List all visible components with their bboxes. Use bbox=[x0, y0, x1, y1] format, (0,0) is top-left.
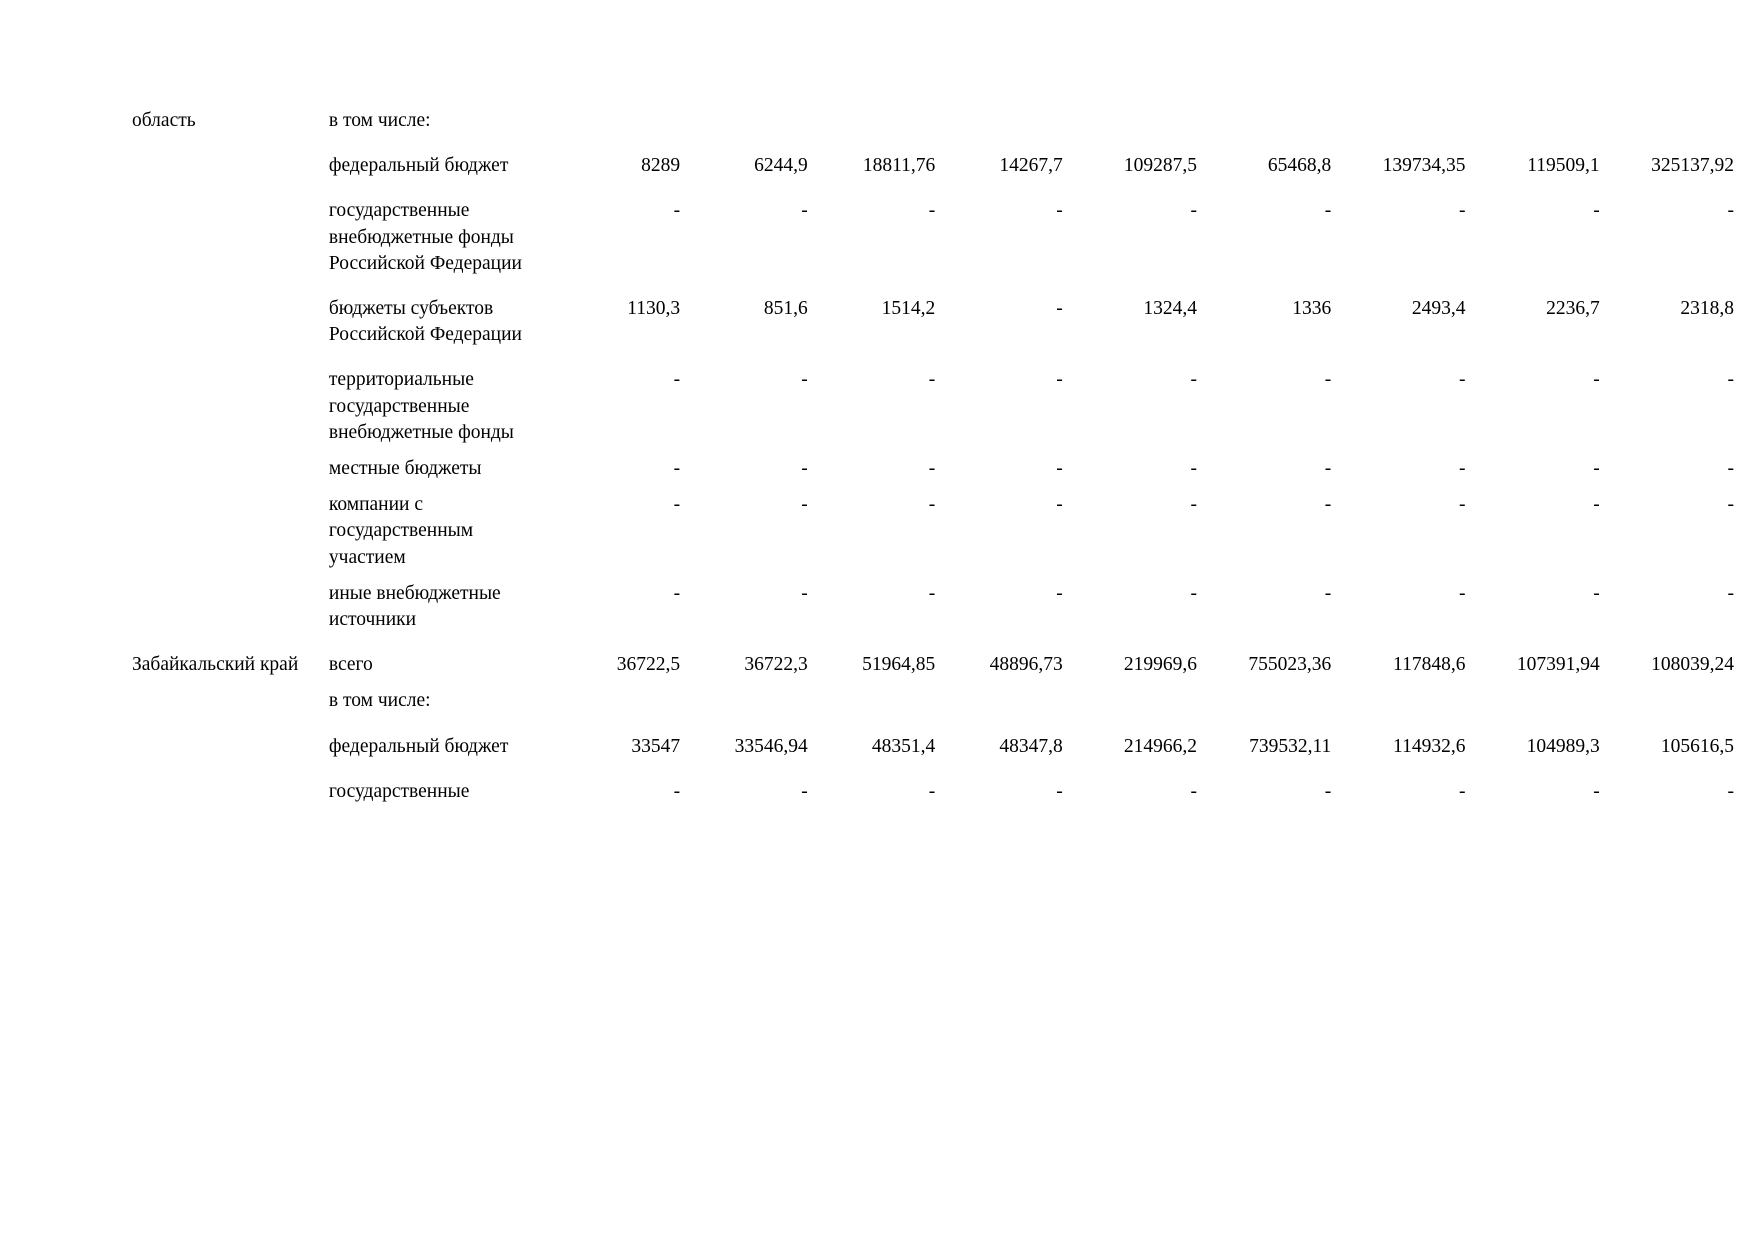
value-cell bbox=[1600, 108, 1734, 134]
value-cell-empty bbox=[680, 492, 808, 571]
value-cell bbox=[808, 108, 936, 134]
no-data-dash: - bbox=[801, 458, 808, 480]
funding-source-cell: федеральный бюджет bbox=[328, 155, 509, 177]
value-cell: 48351,4 bbox=[871, 735, 936, 757]
no-data-dash: - bbox=[928, 369, 936, 391]
value-cell: 2318,8 bbox=[1680, 298, 1734, 320]
value-cell: 117848,6 bbox=[1393, 654, 1466, 676]
value-cell-empty bbox=[553, 581, 681, 633]
no-data-dash: - bbox=[1593, 494, 1600, 516]
no-data-dash: - bbox=[1324, 369, 1332, 391]
value-cell-empty bbox=[1063, 779, 1197, 805]
value-cell-empty bbox=[1331, 456, 1465, 482]
value-cell: 6244,9 bbox=[754, 155, 808, 177]
funding-source-cell: иные внебюджетные источники bbox=[328, 582, 501, 631]
value-cell-empty bbox=[1063, 367, 1197, 446]
value-cell bbox=[553, 688, 681, 714]
value-cell bbox=[1465, 688, 1599, 714]
value-cell bbox=[935, 688, 1063, 714]
value-cell-empty bbox=[1197, 367, 1331, 446]
row-spacer bbox=[132, 715, 1734, 734]
value-cell-empty bbox=[1600, 492, 1734, 571]
value-cell: 48347,8 bbox=[999, 735, 1063, 757]
region-cell: область bbox=[132, 110, 196, 131]
value-cell: 325137,92 bbox=[1651, 155, 1734, 177]
no-data-dash: - bbox=[1727, 780, 1734, 802]
value-cell bbox=[1197, 688, 1331, 714]
value-cell-empty bbox=[680, 456, 808, 482]
no-data-dash: - bbox=[1324, 458, 1332, 480]
value-cell: 14267,7 bbox=[999, 155, 1063, 177]
value-cell-empty bbox=[935, 492, 1063, 571]
no-data-dash: - bbox=[801, 780, 808, 802]
value-cell-empty bbox=[935, 456, 1063, 482]
funding-source-cell: местные бюджеты bbox=[328, 458, 482, 480]
no-data-dash: - bbox=[1056, 369, 1063, 391]
value-cell-empty bbox=[553, 456, 681, 482]
value-cell: 36722,3 bbox=[744, 654, 808, 676]
table-row bbox=[132, 492, 1734, 571]
no-data-dash: - bbox=[1190, 200, 1197, 222]
funding-source-cell: государственные внебюджетные фонды Российской Федерации bbox=[328, 200, 522, 274]
value-cell-empty bbox=[1063, 492, 1197, 571]
value-cell: 1130,3 bbox=[627, 298, 681, 320]
no-data-dash: - bbox=[673, 780, 681, 802]
row-spacer bbox=[132, 633, 1734, 652]
value-cell: 8289 bbox=[641, 155, 681, 177]
value-cell-empty bbox=[680, 198, 808, 277]
no-data-dash: - bbox=[1056, 458, 1063, 480]
value-cell bbox=[1063, 108, 1197, 134]
value-cell: 109287,5 bbox=[1123, 155, 1197, 177]
value-cell: 104989,3 bbox=[1526, 735, 1600, 757]
region-cell bbox=[132, 779, 329, 805]
table-row bbox=[132, 153, 1734, 179]
no-data-dash: - bbox=[673, 200, 681, 222]
table-row bbox=[132, 688, 1734, 714]
value-cell: 65468,8 bbox=[1267, 155, 1332, 177]
value-cell-empty bbox=[1465, 367, 1599, 446]
no-data-dash: - bbox=[1324, 494, 1332, 516]
table-row bbox=[132, 779, 1734, 805]
funding-source-cell: в том числе: bbox=[328, 110, 431, 131]
no-data-dash: - bbox=[673, 369, 681, 391]
no-data-dash: - bbox=[1190, 494, 1197, 516]
value-cell: 114932,6 bbox=[1393, 735, 1466, 757]
value-cell: 1336 bbox=[1292, 298, 1332, 320]
no-data-dash: - bbox=[801, 582, 808, 604]
value-cell: 36722,5 bbox=[616, 654, 681, 676]
value-cell-empty bbox=[1600, 581, 1734, 633]
value-cell-empty bbox=[935, 779, 1063, 805]
row-spacer bbox=[132, 678, 1734, 688]
table-row bbox=[132, 198, 1734, 277]
table-row bbox=[132, 652, 1734, 678]
no-data-dash: - bbox=[1056, 494, 1063, 516]
region-cell bbox=[132, 153, 329, 179]
value-cell: 108039,24 bbox=[1651, 654, 1734, 676]
no-data-dash: - bbox=[1458, 582, 1466, 604]
region-cell bbox=[132, 581, 329, 633]
no-data-dash: - bbox=[1727, 369, 1734, 391]
no-data-dash: - bbox=[1190, 780, 1197, 802]
value-cell bbox=[1331, 108, 1465, 134]
value-cell-empty bbox=[1600, 198, 1734, 277]
value-cell-empty bbox=[1063, 198, 1197, 277]
no-data-dash: - bbox=[1324, 780, 1332, 802]
value-cell-empty bbox=[1331, 198, 1465, 277]
value-cell-empty bbox=[1465, 456, 1599, 482]
value-cell-empty bbox=[553, 779, 681, 805]
no-data-dash: - bbox=[1727, 494, 1734, 516]
value-cell-empty bbox=[1331, 367, 1465, 446]
row-spacer bbox=[132, 277, 1734, 296]
table-row bbox=[132, 581, 1734, 633]
value-cell-empty bbox=[935, 296, 1063, 348]
no-data-dash: - bbox=[801, 369, 808, 391]
value-cell-empty bbox=[553, 492, 681, 571]
no-data-dash: - bbox=[1458, 200, 1466, 222]
region-cell bbox=[132, 296, 329, 348]
value-cell-empty bbox=[1197, 492, 1331, 571]
no-data-dash: - bbox=[1056, 200, 1063, 222]
value-cell: 214966,2 bbox=[1123, 735, 1197, 757]
no-data-dash: - bbox=[1458, 369, 1466, 391]
no-data-dash: - bbox=[1593, 200, 1600, 222]
no-data-dash: - bbox=[1056, 780, 1063, 802]
funding-source-cell: в том числе: bbox=[328, 690, 431, 712]
row-spacer bbox=[132, 571, 1734, 581]
value-cell: 755023,36 bbox=[1248, 654, 1332, 676]
value-cell: 2236,7 bbox=[1546, 298, 1600, 320]
value-cell-empty bbox=[553, 367, 681, 446]
no-data-dash: - bbox=[928, 200, 936, 222]
value-cell: 107391,94 bbox=[1516, 654, 1600, 676]
row-spacer bbox=[132, 134, 1734, 153]
value-cell-empty bbox=[1465, 492, 1599, 571]
value-cell-empty bbox=[1063, 581, 1197, 633]
value-cell-empty bbox=[553, 198, 681, 277]
value-cell-empty bbox=[680, 779, 808, 805]
no-data-dash: - bbox=[1593, 582, 1600, 604]
region-cell bbox=[132, 367, 329, 446]
row-spacer bbox=[132, 482, 1734, 492]
no-data-dash: - bbox=[1190, 582, 1197, 604]
no-data-dash: - bbox=[928, 780, 936, 802]
value-cell-empty bbox=[1197, 198, 1331, 277]
value-cell-empty bbox=[935, 198, 1063, 277]
value-cell-empty bbox=[1331, 581, 1465, 633]
table-row bbox=[132, 734, 1734, 760]
no-data-dash: - bbox=[1458, 494, 1466, 516]
no-data-dash: - bbox=[1727, 582, 1734, 604]
value-cell-empty bbox=[1465, 581, 1599, 633]
funding-source-cell: компании с государственным участием bbox=[328, 494, 474, 568]
value-cell: 739532,11 bbox=[1249, 735, 1332, 757]
no-data-dash: - bbox=[801, 200, 808, 222]
value-cell-empty bbox=[1331, 779, 1465, 805]
no-data-dash: - bbox=[801, 494, 808, 516]
no-data-dash: - bbox=[1190, 369, 1197, 391]
no-data-dash: - bbox=[1324, 582, 1332, 604]
value-cell-empty bbox=[808, 198, 936, 277]
value-cell: 219969,6 bbox=[1123, 654, 1197, 676]
no-data-dash: - bbox=[1458, 458, 1466, 480]
region-cell: Забайкальский край bbox=[132, 654, 299, 676]
region-cell bbox=[132, 734, 329, 760]
funding-source-cell: государственные bbox=[328, 780, 470, 802]
value-cell bbox=[680, 688, 808, 714]
value-cell-empty bbox=[1197, 456, 1331, 482]
funding-source-cell: бюджеты субъектов Российской Федерации bbox=[328, 298, 522, 346]
value-cell: 1514,2 bbox=[881, 298, 936, 320]
value-cell-empty bbox=[1197, 581, 1331, 633]
budget-table-body bbox=[132, 108, 1734, 805]
value-cell: 48896,73 bbox=[989, 654, 1063, 676]
no-data-dash: - bbox=[1190, 458, 1197, 480]
no-data-dash: - bbox=[1056, 298, 1063, 320]
no-data-dash: - bbox=[1593, 369, 1600, 391]
value-cell-empty bbox=[935, 581, 1063, 633]
no-data-dash: - bbox=[1593, 458, 1600, 480]
no-data-dash: - bbox=[1727, 458, 1734, 480]
table-row bbox=[132, 456, 1734, 482]
value-cell bbox=[680, 108, 808, 134]
value-cell bbox=[1197, 108, 1331, 134]
value-cell bbox=[1331, 688, 1465, 714]
value-cell: 119509,1 bbox=[1527, 155, 1600, 177]
budget-table bbox=[132, 108, 1734, 805]
funding-source-cell: всего bbox=[328, 654, 373, 676]
no-data-dash: - bbox=[1324, 200, 1332, 222]
no-data-dash: - bbox=[928, 494, 936, 516]
funding-source-cell: территориальные государственные внебюджетные фонды bbox=[328, 369, 514, 443]
no-data-dash: - bbox=[928, 582, 936, 604]
row-spacer bbox=[132, 179, 1734, 198]
value-cell bbox=[553, 108, 681, 134]
no-data-dash: - bbox=[673, 494, 681, 516]
no-data-dash: - bbox=[673, 458, 681, 480]
value-cell bbox=[1465, 108, 1599, 134]
no-data-dash: - bbox=[673, 582, 681, 604]
value-cell: 51964,85 bbox=[862, 654, 936, 676]
row-spacer bbox=[132, 760, 1734, 779]
value-cell: 851,6 bbox=[763, 298, 808, 320]
value-cell-empty bbox=[808, 367, 936, 446]
region-cell bbox=[132, 198, 329, 277]
value-cell-empty bbox=[1600, 367, 1734, 446]
value-cell-empty bbox=[1600, 779, 1734, 805]
value-cell-empty bbox=[680, 581, 808, 633]
value-cell-empty bbox=[808, 492, 936, 571]
value-cell-empty bbox=[680, 367, 808, 446]
no-data-dash: - bbox=[928, 458, 936, 480]
value-cell-empty bbox=[935, 367, 1063, 446]
value-cell-empty bbox=[1197, 779, 1331, 805]
no-data-dash: - bbox=[1056, 582, 1063, 604]
value-cell: 2493,4 bbox=[1411, 298, 1466, 320]
value-cell-empty bbox=[1331, 492, 1465, 571]
table-row bbox=[132, 108, 1734, 134]
funding-source-cell: федеральный бюджет bbox=[328, 735, 509, 757]
value-cell bbox=[808, 688, 936, 714]
value-cell bbox=[935, 108, 1063, 134]
no-data-dash: - bbox=[1593, 780, 1600, 802]
value-cell: 139734,35 bbox=[1382, 155, 1466, 177]
row-spacer bbox=[132, 446, 1734, 456]
value-cell: 18811,76 bbox=[862, 155, 936, 177]
value-cell-empty bbox=[808, 456, 936, 482]
value-cell-empty bbox=[808, 581, 936, 633]
value-cell bbox=[1600, 688, 1734, 714]
region-cell bbox=[132, 492, 329, 571]
value-cell: 105616,5 bbox=[1660, 735, 1734, 757]
region-cell bbox=[132, 688, 329, 714]
value-cell-empty bbox=[1465, 779, 1599, 805]
value-cell: 33547 bbox=[631, 735, 681, 757]
region-cell bbox=[132, 456, 329, 482]
value-cell-empty bbox=[1063, 456, 1197, 482]
value-cell: 33546,94 bbox=[734, 735, 808, 757]
value-cell-empty bbox=[1465, 198, 1599, 277]
value-cell-empty bbox=[808, 779, 936, 805]
table-row bbox=[132, 367, 1734, 446]
no-data-dash: - bbox=[1727, 200, 1734, 222]
table-row bbox=[132, 296, 1734, 348]
value-cell: 1324,4 bbox=[1143, 298, 1197, 320]
no-data-dash: - bbox=[1458, 780, 1466, 802]
value-cell-empty bbox=[1600, 456, 1734, 482]
value-cell bbox=[1063, 688, 1197, 714]
row-spacer bbox=[132, 348, 1734, 367]
